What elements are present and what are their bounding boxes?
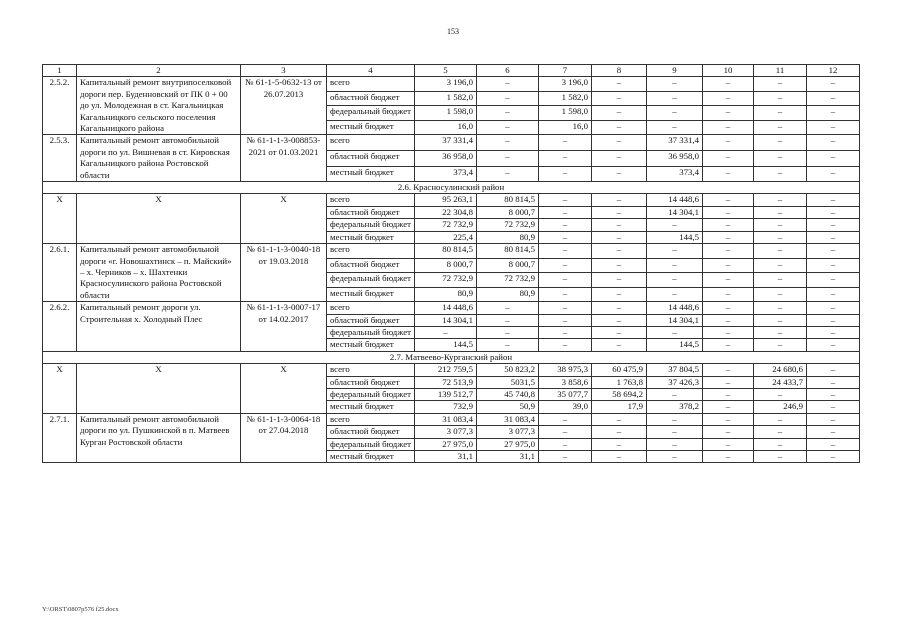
- amount-cell: 35 077,7: [539, 388, 592, 400]
- amount-cell: 3 196,0: [415, 77, 477, 92]
- amount-cell: –: [807, 287, 860, 302]
- amount-cell: –: [592, 219, 647, 231]
- amount-cell: 80,9: [477, 287, 539, 302]
- amount-cell: 3 858,6: [539, 376, 592, 388]
- page-number: 153: [447, 27, 459, 36]
- amount-cell: 24 433,7: [754, 376, 807, 388]
- table-row: [43, 77, 860, 92]
- amount-cell: 14 304,1: [415, 314, 477, 326]
- amount-cell: 36 958,0: [415, 150, 477, 166]
- funding-source: местный бюджет: [327, 339, 415, 351]
- column-number: 9: [647, 65, 703, 77]
- amount-cell: 37 426,3: [647, 376, 703, 388]
- amount-cell: 45 740,8: [477, 388, 539, 400]
- amount-cell: –: [807, 244, 860, 259]
- amount-cell: –: [807, 364, 860, 376]
- funding-source: местный бюджет: [327, 401, 415, 413]
- funding-source: всего: [327, 135, 415, 151]
- amount-cell: –: [539, 231, 592, 243]
- row-id: Х: [43, 194, 77, 244]
- table-row: [43, 194, 860, 206]
- amount-cell: 1 763,8: [592, 376, 647, 388]
- amount-cell: 36 958,0: [647, 150, 703, 166]
- funding-source: всего: [327, 194, 415, 206]
- amount-cell: 72 732,9: [415, 273, 477, 288]
- column-number: 4: [327, 65, 415, 77]
- amount-cell: –: [754, 150, 807, 166]
- funding-source: федеральный бюджет: [327, 326, 415, 338]
- amount-cell: –: [807, 388, 860, 400]
- amount-cell: –: [807, 206, 860, 218]
- amount-cell: –: [703, 258, 754, 273]
- expertise-doc: № 61-1-1-3-0007-17 от 14.02.2017: [241, 302, 327, 352]
- amount-cell: –: [539, 314, 592, 326]
- column-number: 10: [703, 65, 754, 77]
- amount-cell: –: [647, 258, 703, 273]
- amount-cell: –: [754, 231, 807, 243]
- object-name: Капитальный ремонт автомобильной дороги по ул. Пушкинской в п. Матвеев Курган Ростовской области: [77, 413, 241, 463]
- amount-cell: –: [807, 426, 860, 438]
- amount-cell: 31 083,4: [477, 413, 539, 425]
- row-id: 2.6.2.: [43, 302, 77, 352]
- table-row: [43, 364, 860, 376]
- amount-cell: –: [647, 287, 703, 302]
- column-number: 1: [43, 65, 77, 77]
- object-name: Капитальный ремонт внутрипоселковой дороги пер. Буденновский от ПК 0 + 00 до ул. Молодежная в ст. Кагальницкая Кагальницкого сельского поселения Кагальницкого района: [77, 77, 241, 135]
- amount-cell: 39,0: [539, 401, 592, 413]
- amount-cell: –: [807, 401, 860, 413]
- object-name: Капитальный ремонт автомобильной дороги «г. Новошахтинск – п. Майский» – х. Черников – х. Шахтенки Красносулинского района Ростовской области: [77, 244, 241, 302]
- amount-cell: 16,0: [415, 120, 477, 135]
- row-id: 2.5.2.: [43, 77, 77, 135]
- amount-cell: –: [477, 77, 539, 92]
- column-number: 3: [241, 65, 327, 77]
- amount-cell: –: [592, 135, 647, 151]
- table-row: [43, 135, 860, 151]
- row-id: 2.5.3.: [43, 135, 77, 182]
- amount-cell: –: [703, 376, 754, 388]
- amount-cell: –: [754, 194, 807, 206]
- row-id: 2.6.1.: [43, 244, 77, 302]
- funding-source: местный бюджет: [327, 287, 415, 302]
- amount-cell: –: [592, 287, 647, 302]
- funding-source: всего: [327, 413, 415, 425]
- amount-cell: –: [703, 326, 754, 338]
- expertise-doc: № 61-1-1-3-0064-18 от 27.04.2018: [241, 413, 327, 463]
- amount-cell: –: [754, 438, 807, 450]
- amount-cell: –: [703, 287, 754, 302]
- amount-cell: –: [647, 426, 703, 438]
- amount-cell: –: [703, 388, 754, 400]
- amount-cell: –: [592, 206, 647, 218]
- amount-cell: 14 448,6: [415, 302, 477, 314]
- amount-cell: –: [703, 120, 754, 135]
- amount-cell: –: [592, 326, 647, 338]
- amount-cell: 80 814,5: [415, 244, 477, 259]
- amount-cell: 3 196,0: [539, 77, 592, 92]
- column-number: 5: [415, 65, 477, 77]
- column-number: 12: [807, 65, 860, 77]
- amount-cell: 27 975,0: [415, 438, 477, 450]
- amount-cell: –: [807, 339, 860, 351]
- funding-source: федеральный бюджет: [327, 438, 415, 450]
- amount-cell: 38 975,3: [539, 364, 592, 376]
- amount-cell: –: [647, 451, 703, 463]
- amount-cell: 37 331,4: [415, 135, 477, 151]
- funding-source: всего: [327, 77, 415, 92]
- amount-cell: 72 732,9: [477, 219, 539, 231]
- amount-cell: 24 680,6: [754, 364, 807, 376]
- funding-source: федеральный бюджет: [327, 106, 415, 121]
- amount-cell: –: [703, 135, 754, 151]
- amount-cell: –: [539, 244, 592, 259]
- amount-cell: –: [807, 451, 860, 463]
- amount-cell: –: [592, 244, 647, 259]
- budget-table: [42, 64, 860, 463]
- amount-cell: 31,1: [477, 451, 539, 463]
- amount-cell: –: [539, 150, 592, 166]
- amount-cell: –: [647, 77, 703, 92]
- amount-cell: 246,9: [754, 401, 807, 413]
- amount-cell: –: [754, 244, 807, 259]
- amount-cell: 58 694,2: [592, 388, 647, 400]
- amount-cell: –: [703, 426, 754, 438]
- amount-cell: 14 304,1: [647, 206, 703, 218]
- amount-cell: –: [592, 302, 647, 314]
- amount-cell: –: [754, 302, 807, 314]
- amount-cell: –: [539, 413, 592, 425]
- amount-cell: –: [539, 273, 592, 288]
- amount-cell: –: [807, 231, 860, 243]
- amount-cell: 22 304,8: [415, 206, 477, 218]
- amount-cell: –: [647, 91, 703, 106]
- amount-cell: 72 513,9: [415, 376, 477, 388]
- amount-cell: –: [477, 106, 539, 121]
- funding-source: местный бюджет: [327, 166, 415, 182]
- amount-cell: –: [539, 258, 592, 273]
- amount-cell: –: [703, 91, 754, 106]
- amount-cell: –: [647, 120, 703, 135]
- column-number: 7: [539, 65, 592, 77]
- amount-cell: –: [539, 438, 592, 450]
- amount-cell: –: [477, 120, 539, 135]
- amount-cell: 14 304,1: [647, 314, 703, 326]
- amount-cell: –: [539, 426, 592, 438]
- object-name: Капитальный ремонт автомобильной дороги по ул. Вишневая в ст. Кировская Кагальницкого района Ростовской области: [77, 135, 241, 182]
- amount-cell: –: [592, 106, 647, 121]
- funding-source: областной бюджет: [327, 258, 415, 273]
- amount-cell: –: [592, 258, 647, 273]
- amount-cell: –: [807, 258, 860, 273]
- table-row: [43, 413, 860, 425]
- section-title-row: [43, 351, 860, 363]
- amount-cell: 37 804,5: [647, 364, 703, 376]
- amount-cell: –: [592, 194, 647, 206]
- amount-cell: –: [703, 451, 754, 463]
- row-id: Х: [43, 364, 77, 414]
- amount-cell: –: [703, 166, 754, 182]
- funding-source: областной бюджет: [327, 91, 415, 106]
- amount-cell: –: [703, 150, 754, 166]
- amount-cell: –: [647, 438, 703, 450]
- amount-cell: –: [807, 150, 860, 166]
- amount-cell: 60 475,9: [592, 364, 647, 376]
- amount-cell: 31 083,4: [415, 413, 477, 425]
- funding-source: областной бюджет: [327, 150, 415, 166]
- amount-cell: –: [703, 106, 754, 121]
- amount-cell: –: [754, 287, 807, 302]
- amount-cell: 373,4: [415, 166, 477, 182]
- amount-cell: –: [647, 273, 703, 288]
- amount-cell: –: [703, 339, 754, 351]
- amount-cell: 378,2: [647, 401, 703, 413]
- funding-source: местный бюджет: [327, 451, 415, 463]
- amount-cell: –: [592, 314, 647, 326]
- amount-cell: 1 598,0: [415, 106, 477, 121]
- amount-cell: –: [647, 388, 703, 400]
- amount-cell: –: [807, 438, 860, 450]
- amount-cell: –: [703, 231, 754, 243]
- amount-cell: –: [754, 326, 807, 338]
- amount-cell: –: [754, 426, 807, 438]
- amount-cell: 37 331,4: [647, 135, 703, 151]
- amount-cell: 72 732,9: [415, 219, 477, 231]
- amount-cell: –: [477, 302, 539, 314]
- amount-cell: –: [807, 120, 860, 135]
- amount-cell: –: [703, 219, 754, 231]
- amount-cell: –: [703, 314, 754, 326]
- amount-cell: 3 077,3: [477, 426, 539, 438]
- amount-cell: –: [592, 426, 647, 438]
- amount-cell: –: [703, 364, 754, 376]
- section-title: 2.6. Красносулинский район: [43, 182, 860, 194]
- amount-cell: –: [703, 401, 754, 413]
- amount-cell: –: [477, 314, 539, 326]
- amount-cell: –: [754, 273, 807, 288]
- expertise-doc: № 61-1-1-3-008853-2021 от 01.03.2021: [241, 135, 327, 182]
- amount-cell: –: [807, 326, 860, 338]
- amount-cell: –: [754, 135, 807, 151]
- amount-cell: –: [539, 194, 592, 206]
- amount-cell: –: [592, 451, 647, 463]
- amount-cell: 8 000,7: [477, 258, 539, 273]
- amount-cell: –: [703, 194, 754, 206]
- row-id: 2.7.1.: [43, 413, 77, 463]
- amount-cell: 80 814,5: [477, 244, 539, 259]
- amount-cell: 732,9: [415, 401, 477, 413]
- amount-cell: –: [592, 339, 647, 351]
- amount-cell: –: [703, 77, 754, 92]
- amount-cell: –: [754, 91, 807, 106]
- object-name: Капитальный ремонт дороги ул. Строительная х. Холодный Плес: [77, 302, 241, 352]
- amount-cell: –: [807, 91, 860, 106]
- amount-cell: 72 732,9: [477, 273, 539, 288]
- amount-cell: 17,9: [592, 401, 647, 413]
- amount-cell: 80,9: [477, 231, 539, 243]
- amount-cell: 27 975,0: [477, 438, 539, 450]
- amount-cell: –: [703, 244, 754, 259]
- expertise-doc: № 61-1-1-3-0040-18 от 19.03.2018: [241, 244, 327, 302]
- amount-cell: 50,9: [477, 401, 539, 413]
- amount-cell: –: [703, 206, 754, 218]
- amount-cell: –: [754, 258, 807, 273]
- expertise-doc: Х: [241, 194, 327, 244]
- table-row: [43, 244, 860, 259]
- funding-source: федеральный бюджет: [327, 388, 415, 400]
- amount-cell: –: [477, 339, 539, 351]
- amount-cell: –: [647, 326, 703, 338]
- column-number: 8: [592, 65, 647, 77]
- amount-cell: 1 598,0: [539, 106, 592, 121]
- amount-cell: –: [477, 166, 539, 182]
- expertise-doc: № 61-1-5-0632-13 от 26.07.2013: [241, 77, 327, 135]
- amount-cell: 80,9: [415, 287, 477, 302]
- amount-cell: 144,5: [415, 339, 477, 351]
- amount-cell: –: [807, 77, 860, 92]
- amount-cell: –: [539, 287, 592, 302]
- amount-cell: –: [592, 273, 647, 288]
- column-number: 6: [477, 65, 539, 77]
- amount-cell: –: [807, 106, 860, 121]
- amount-cell: –: [539, 451, 592, 463]
- amount-cell: –: [754, 314, 807, 326]
- table-header-row: [43, 65, 860, 77]
- funding-source: областной бюджет: [327, 206, 415, 218]
- amount-cell: 225,4: [415, 231, 477, 243]
- amount-cell: –: [754, 77, 807, 92]
- funding-source: местный бюджет: [327, 120, 415, 135]
- amount-cell: –: [539, 219, 592, 231]
- funding-source: всего: [327, 244, 415, 259]
- amount-cell: 1 582,0: [415, 91, 477, 106]
- amount-cell: –: [807, 166, 860, 182]
- amount-cell: –: [754, 413, 807, 425]
- funding-source: местный бюджет: [327, 231, 415, 243]
- amount-cell: 3 077,3: [415, 426, 477, 438]
- amount-cell: 212 759,5: [415, 364, 477, 376]
- amount-cell: –: [647, 219, 703, 231]
- amount-cell: 31,1: [415, 451, 477, 463]
- funding-source: областной бюджет: [327, 426, 415, 438]
- amount-cell: 80 814,5: [477, 194, 539, 206]
- object-name: Х: [77, 194, 241, 244]
- table-row: [43, 302, 860, 314]
- amount-cell: –: [477, 135, 539, 151]
- amount-cell: –: [592, 77, 647, 92]
- amount-cell: –: [754, 219, 807, 231]
- amount-cell: –: [703, 413, 754, 425]
- amount-cell: 14 448,6: [647, 302, 703, 314]
- object-name: Х: [77, 364, 241, 414]
- amount-cell: –: [539, 206, 592, 218]
- amount-cell: 50 823,2: [477, 364, 539, 376]
- amount-cell: –: [539, 166, 592, 182]
- amount-cell: –: [807, 302, 860, 314]
- amount-cell: –: [592, 91, 647, 106]
- funding-source: всего: [327, 364, 415, 376]
- amount-cell: 144,5: [647, 339, 703, 351]
- expertise-doc: Х: [241, 364, 327, 414]
- column-number: 11: [754, 65, 807, 77]
- amount-cell: –: [539, 135, 592, 151]
- amount-cell: –: [754, 120, 807, 135]
- amount-cell: –: [703, 438, 754, 450]
- amount-cell: 95 263,1: [415, 194, 477, 206]
- amount-cell: 144,5: [647, 231, 703, 243]
- amount-cell: –: [754, 106, 807, 121]
- amount-cell: –: [539, 326, 592, 338]
- amount-cell: 8 000,7: [415, 258, 477, 273]
- funding-source: областной бюджет: [327, 314, 415, 326]
- funding-source: областной бюджет: [327, 376, 415, 388]
- amount-cell: –: [647, 413, 703, 425]
- amount-cell: 373,4: [647, 166, 703, 182]
- amount-cell: –: [807, 314, 860, 326]
- file-path-footer: Y:\ORST\0807p576 f25.docx: [42, 606, 119, 613]
- amount-cell: –: [592, 231, 647, 243]
- amount-cell: –: [592, 150, 647, 166]
- amount-cell: –: [807, 273, 860, 288]
- amount-cell: 1 582,0: [539, 91, 592, 106]
- amount-cell: –: [807, 413, 860, 425]
- amount-cell: –: [539, 339, 592, 351]
- amount-cell: –: [754, 451, 807, 463]
- amount-cell: –: [754, 166, 807, 182]
- amount-cell: –: [592, 166, 647, 182]
- amount-cell: –: [807, 219, 860, 231]
- funding-source: федеральный бюджет: [327, 219, 415, 231]
- amount-cell: –: [592, 120, 647, 135]
- amount-cell: –: [592, 413, 647, 425]
- amount-cell: –: [477, 150, 539, 166]
- amount-cell: 16,0: [539, 120, 592, 135]
- amount-cell: –: [807, 194, 860, 206]
- section-title: 2.7. Матвеево-Курганский район: [43, 351, 860, 363]
- amount-cell: –: [703, 302, 754, 314]
- amount-cell: –: [754, 388, 807, 400]
- section-title-row: [43, 182, 860, 194]
- column-number: 2: [77, 65, 241, 77]
- amount-cell: –: [647, 244, 703, 259]
- amount-cell: 8 000,7: [477, 206, 539, 218]
- amount-cell: –: [703, 273, 754, 288]
- amount-cell: 14 448,6: [647, 194, 703, 206]
- amount-cell: –: [592, 438, 647, 450]
- amount-cell: –: [754, 206, 807, 218]
- amount-cell: –: [647, 106, 703, 121]
- funding-source: всего: [327, 302, 415, 314]
- amount-cell: 139 512,7: [415, 388, 477, 400]
- amount-cell: –: [807, 376, 860, 388]
- funding-source: федеральный бюджет: [327, 273, 415, 288]
- amount-cell: –: [807, 135, 860, 151]
- amount-cell: –: [539, 302, 592, 314]
- amount-cell: –: [477, 91, 539, 106]
- amount-cell: 5031,5: [477, 376, 539, 388]
- amount-cell: –: [415, 326, 477, 338]
- amount-cell: –: [754, 339, 807, 351]
- amount-cell: –: [477, 326, 539, 338]
